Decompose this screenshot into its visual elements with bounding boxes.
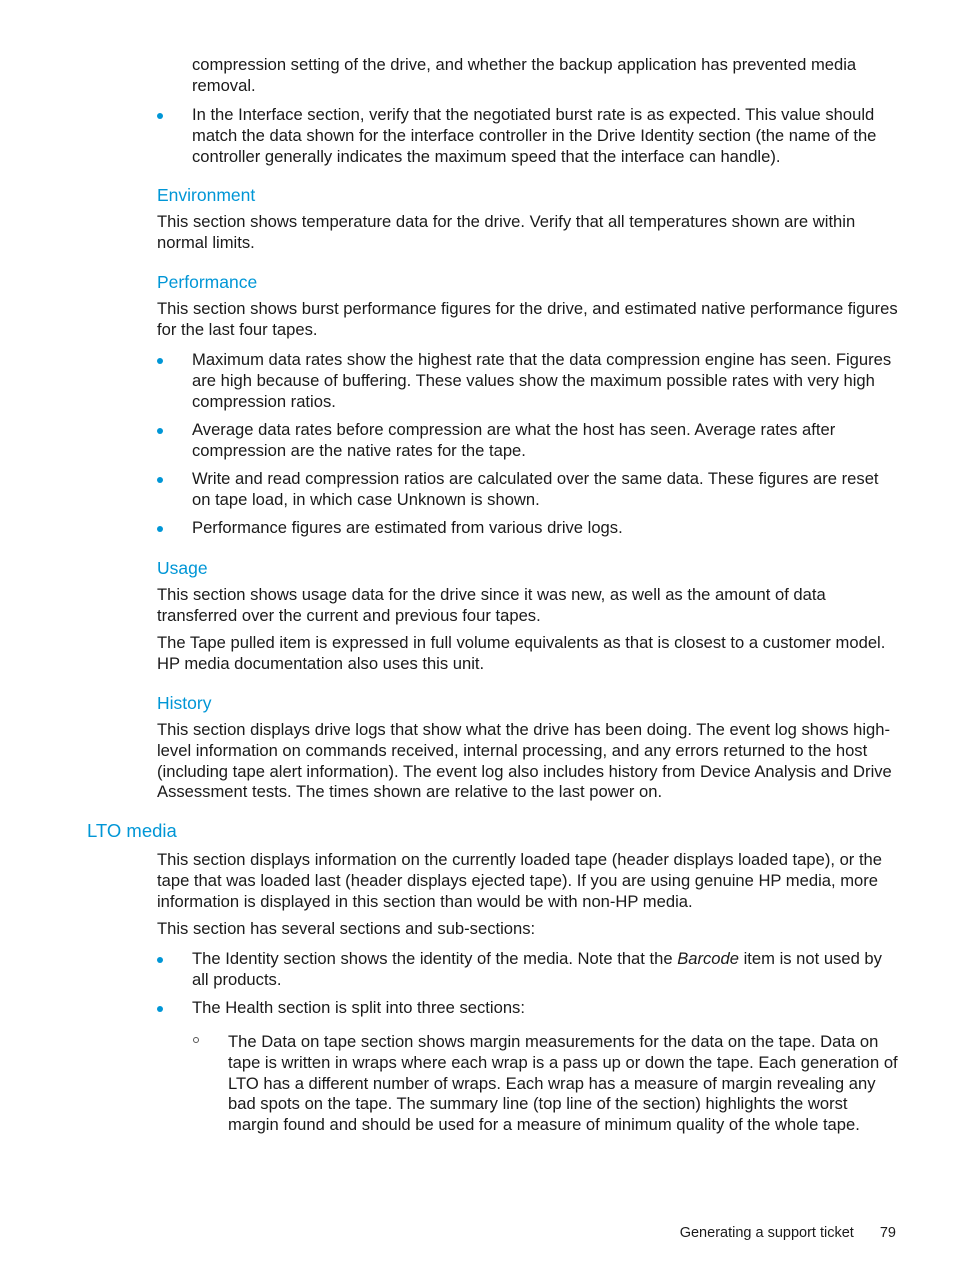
paragraph: This section displays drive logs that show what the drive has been doing. The event log shows high-level information on commands received, internal processing, and any errors returned to the host (including tape alert information). The event log also includes history from Device Analysis and Drive Assessment tests. The times shown are relative to the last power on. — [157, 720, 892, 802]
bullet-icon — [157, 477, 163, 483]
bullet-icon — [157, 526, 163, 532]
bullet-text: Average data rates before compression are what the host has seen. Average rates after compression are the native rates for the tape. — [192, 420, 836, 460]
barcode-term: Barcode — [677, 949, 739, 968]
page-footer — [680, 1223, 896, 1244]
bullet-icon — [157, 957, 163, 963]
identity-text-start: The Identity section shows the identity of the media. Note that the — [192, 949, 678, 968]
bullet-text: The Health section is split into three sections: — [192, 998, 525, 1017]
bullet-icon — [157, 428, 163, 434]
paragraph: This section has several sections and sub-sections: — [157, 919, 536, 938]
section-heading-history: History — [157, 693, 212, 713]
paragraph: This section displays information on the currently loaded tape (header displays loaded tape), or the tape that was loaded last (header displays ejected tape). If you are using genuine HP media, more information is displayed in this section than would be with non-HP media. — [157, 850, 883, 911]
bullet-text: Performance figures are estimated from various drive logs. — [192, 518, 623, 537]
section-heading-performance: Performance — [157, 272, 258, 292]
footer-title: Generating a support ticket — [679, 1225, 854, 1241]
identity-text-end: item is not used by all products. — [192, 949, 882, 989]
paragraph: This section shows burst performance figures for the drive, and estimated native performance figures for the last four tapes. — [157, 299, 898, 339]
sub-bullet-text: The Data on tape section shows margin measurements for the data on the tape. Data on tape is written in wraps where each wrap is a pass up or down the tape. Each generation of LTO has a different number of wraps. Each wrap has a measure of margin revealing any bad spots on the tape. The summary line (top line of the section) highlights the worst margin found and should be used for a measure of minimum quality of the whole tape. — [228, 1032, 898, 1135]
bullet-icon — [157, 358, 163, 364]
paragraph: This section shows temperature data for the drive. Verify that all temperatures shown are within normal limits. — [157, 212, 856, 252]
section-heading-lto-media: LTO media — [87, 820, 177, 841]
section-heading-usage: Usage — [157, 558, 208, 578]
bullet-text — [192, 949, 897, 991]
bullet-icon — [157, 113, 163, 119]
section-heading-environment: Environment — [157, 185, 256, 205]
circle-bullet-icon — [193, 1037, 199, 1043]
continuation-text: compression setting of the drive, and whether the backup application has prevented media removal. — [192, 55, 857, 95]
page-number: 79 — [879, 1225, 896, 1241]
bullet-icon — [157, 1006, 163, 1012]
paragraph: This section shows usage data for the drive since it was new, as well as the amount of data transferred over the current and previous four tapes. — [157, 585, 826, 625]
bullet-text: Write and read compression ratios are calculated over the same data. These figures are reset on tape load, in which case Unknown is shown. — [192, 469, 879, 509]
bullet-text: In the Interface section, verify that the negotiated burst rate is as expected. This value should match the data shown for the interface controller in the Drive Identity section (the name of the controller generally indicates the maximum speed that the interface can handle). — [192, 105, 877, 166]
bullet-text: Maximum data rates show the highest rate that the data compression engine has seen. Figures are high because of buffering. These values show the maximum possible rates with very high compression ratios. — [192, 350, 892, 411]
paragraph: The Tape pulled item is expressed in full volume equivalents as that is closest to a customer model. HP media documentation also uses this unit. — [157, 633, 886, 673]
